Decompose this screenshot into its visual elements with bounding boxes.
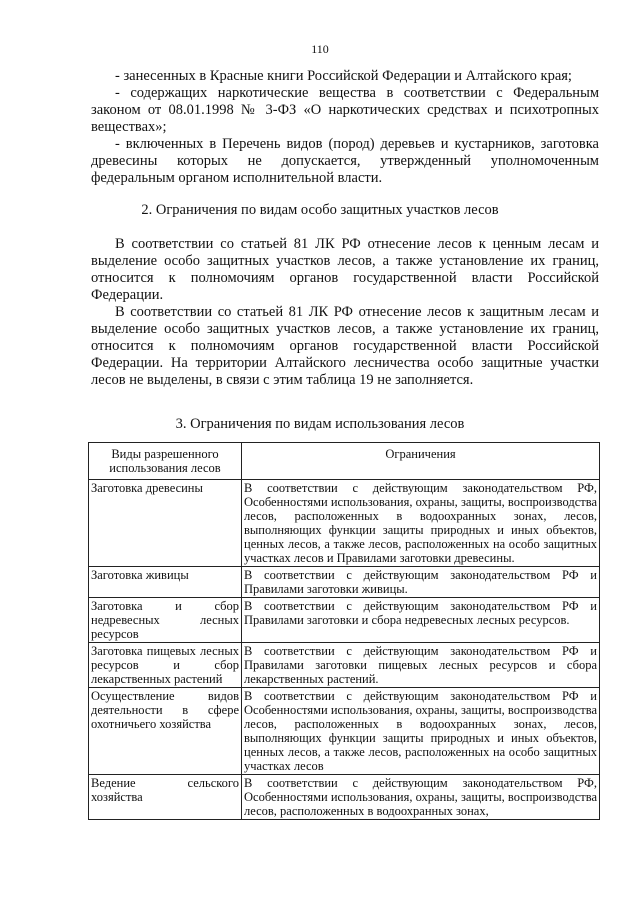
table-row: [89, 688, 600, 775]
column-header-use-types: Виды разрешенного использования лесов: [89, 443, 242, 480]
use-type-cell: Осуществление видов деятельности в сфере охотничьего хозяйства: [89, 688, 242, 775]
paragraph: В соответствии со статьей 81 ЛК РФ отнесение лесов к ценным лесам и выделение особо защитных участков лесов, а также установление их границ, относится к полномочиям органов государственной власти Российской Федерации.: [91, 236, 599, 303]
restriction-cell: В соответствии с действующим законодательством РФ, Особенностями использования, охраны, защиты, воспроизводства лесов, расположенных в водоохранных зонах, лесов, выполняющих функции защиты природных и иных объектов, ценных лесов, а также лесов, расположенных на особо защитных участках лесов и Правилами заготовки древесины.: [242, 480, 600, 567]
table-row: [89, 775, 600, 820]
list-item: - содержащих наркотические вещества в соответствии с Федеральным законом от 08.01.1998 № 3-ФЗ «О наркотических средствах и психотропных веществах»;: [91, 85, 599, 135]
restriction-cell: В соответствии с действующим законодательством РФ и Особенностями использования, охраны, защиты, воспроизводства лесов, расположенных в водоохранных зонах, лесов, выполняющих функции защиты природных и иных объектов, ценных лесов, а также лесов, расположенных на особо защитных участках лесов: [242, 688, 600, 775]
section-3-heading: 3. Ограничения по видам использования лесов: [175, 416, 465, 432]
use-type-cell: Заготовка древесины: [89, 480, 242, 567]
restriction-cell: В соответствии с действующим законодательством РФ и Правилами заготовки и сбора недревесных лесных ресурсов.: [242, 598, 600, 643]
table-row: [89, 643, 600, 688]
use-type-cell: Заготовка живицы: [89, 567, 242, 598]
restriction-cell: В соответствии с действующим законодательством РФ и Правилами заготовки пищевых лесных ресурсов и сбора лекарственных растений.: [242, 643, 600, 688]
section-2-heading: 2. Ограничения по видам особо защитных участков лесов: [141, 202, 499, 218]
list-item: - включенных в Перечень видов (пород) деревьев и кустарников, заготовка древесины которых не допускается, утвержденный уполномоченным федеральным органом исполнительной власти.: [91, 136, 599, 186]
use-type-cell: Заготовка и сбор недревесных лесных ресурсов: [89, 598, 242, 643]
section-2-body: [91, 236, 599, 389]
restriction-cell: В соответствии с действующим законодательством РФ, Особенностями использования, охраны, защиты, воспроизводства лесов, расположенных в водоохранных зонах,: [242, 775, 600, 820]
restriction-cell: В соответствии с действующим законодательством РФ и Правилами заготовки живицы.: [242, 567, 600, 598]
intro-list: [91, 68, 599, 187]
table-row: [89, 480, 600, 567]
paragraph: В соответствии со статьей 81 ЛК РФ отнесение лесов к защитным лесам и выделение особо защитных участков лесов, а также установление их границ, относится к полномочиям органов государственной власти Российской Федерации. На территории Алтайского лесничества особо защитные участки лесов не выделены, в связи с этим таблица 19 не заполняется.: [91, 304, 599, 388]
table-header-row: [89, 443, 600, 480]
use-type-cell: Ведение сельского хозяйства: [89, 775, 242, 820]
table-row: [89, 567, 600, 598]
page-number: 110: [311, 42, 329, 56]
table-row: [89, 598, 600, 643]
list-item: - занесенных в Красные книги Российской Федерации и Алтайского края;: [115, 68, 572, 84]
column-header-restrictions: Ограничения: [242, 443, 600, 480]
restrictions-table: [88, 442, 600, 820]
use-type-cell: Заготовка пищевых лесных ресурсов и сбор лекарственных растений: [89, 643, 242, 688]
